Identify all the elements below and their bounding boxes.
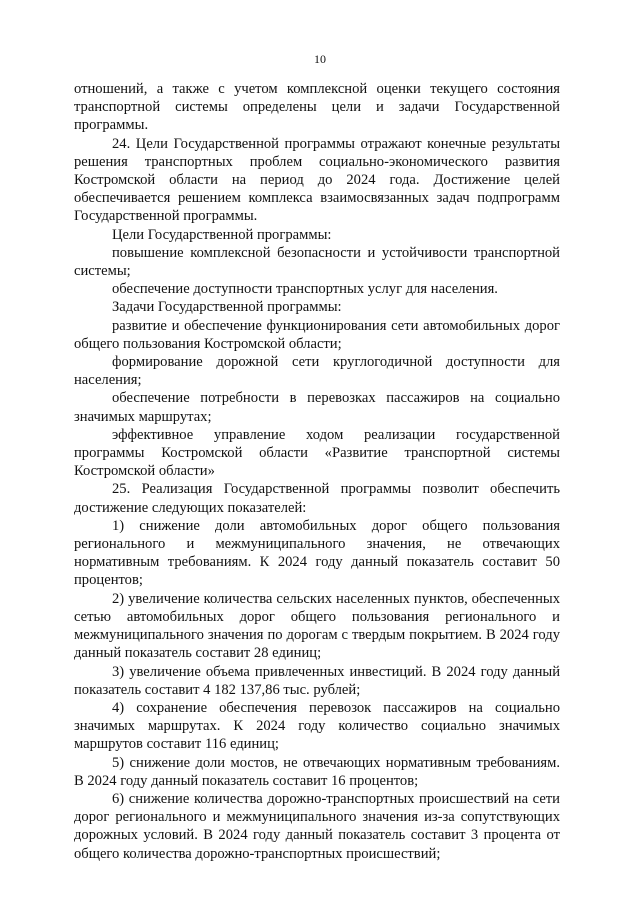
paragraph: 6) снижение количества дорожно-транспортных происшествий на сети дорог регионального и межмуниципального значения из-за сопутствующих дорожных условий. В 2024 году данный показатель составит 3 процента от общего количества дорожно-транспортных происшествий; — [74, 790, 560, 862]
paragraph: формирование дорожной сети круглогодичной доступности для населения; — [74, 354, 560, 389]
paragraph: 3) увеличение объема привлеченных инвестиций. В 2024 году данный показатель составит 4 182 137,86 тыс. рублей; — [74, 663, 560, 698]
paragraph: 5) снижение доли мостов, не отвечающих нормативным требованиям. В 2024 году данный показатель составит 16 процентов; — [74, 754, 560, 789]
paragraph: 2) увеличение количества сельских населенных пунктов, обеспеченных сетью автомобильных дорог общего пользования регионального и межмуниципального значения по дорогам с твердым покрытием. В 2024 году данный показатель составит 28 единиц; — [74, 590, 560, 662]
paragraph: обеспечение потребности в перевозках пассажиров на социально значимых маршрутах; — [74, 390, 560, 425]
paragraph: отношений, а также с учетом комплексной оценки текущего состояния транспортной системы определены цели и задачи Государственной программы. — [74, 81, 560, 134]
paragraph: Цели Государственной программы: — [112, 226, 332, 243]
page-number: 10 — [314, 52, 326, 66]
document-body — [74, 80, 560, 863]
paragraph: 24. Цели Государственной программы отражают конечные результаты решения транспортных проблем социально-экономического развития Костромской области на период до 2024 года. Достижение целей обеспечивается решением комплекса взаимосвязанных задач подпрограмм Государственной программы. — [74, 135, 560, 225]
paragraph: Задачи Государственной программы: — [112, 299, 342, 316]
paragraph: эффективное управление ходом реализации государственной программы Костромской области «Развитие транспортной системы Костромской области» — [74, 426, 560, 480]
paragraph: повышение комплексной безопасности и устойчивости транспортной системы; — [74, 244, 560, 280]
paragraph: 1) снижение доли автомобильных дорог общего пользования регионального и межмуниципального значения, не отвечающих нормативным требованиям. К 2024 году данный показатель составит 50 процентов; — [74, 517, 560, 589]
paragraph: 4) сохранение обеспечения перевозок пассажиров на социально значимых маршрутах. К 2024 году количество социально значимых маршрутов составит 116 единиц; — [74, 699, 560, 753]
paragraph: обеспечение доступности транспортных услуг для населения. — [112, 281, 498, 298]
paragraph: 25. Реализация Государственной программы позволит обеспечить достижение следующих показателей: — [74, 481, 560, 516]
paragraph: развитие и обеспечение функционирования сети автомобильных дорог общего пользования Костромской области; — [74, 317, 560, 352]
